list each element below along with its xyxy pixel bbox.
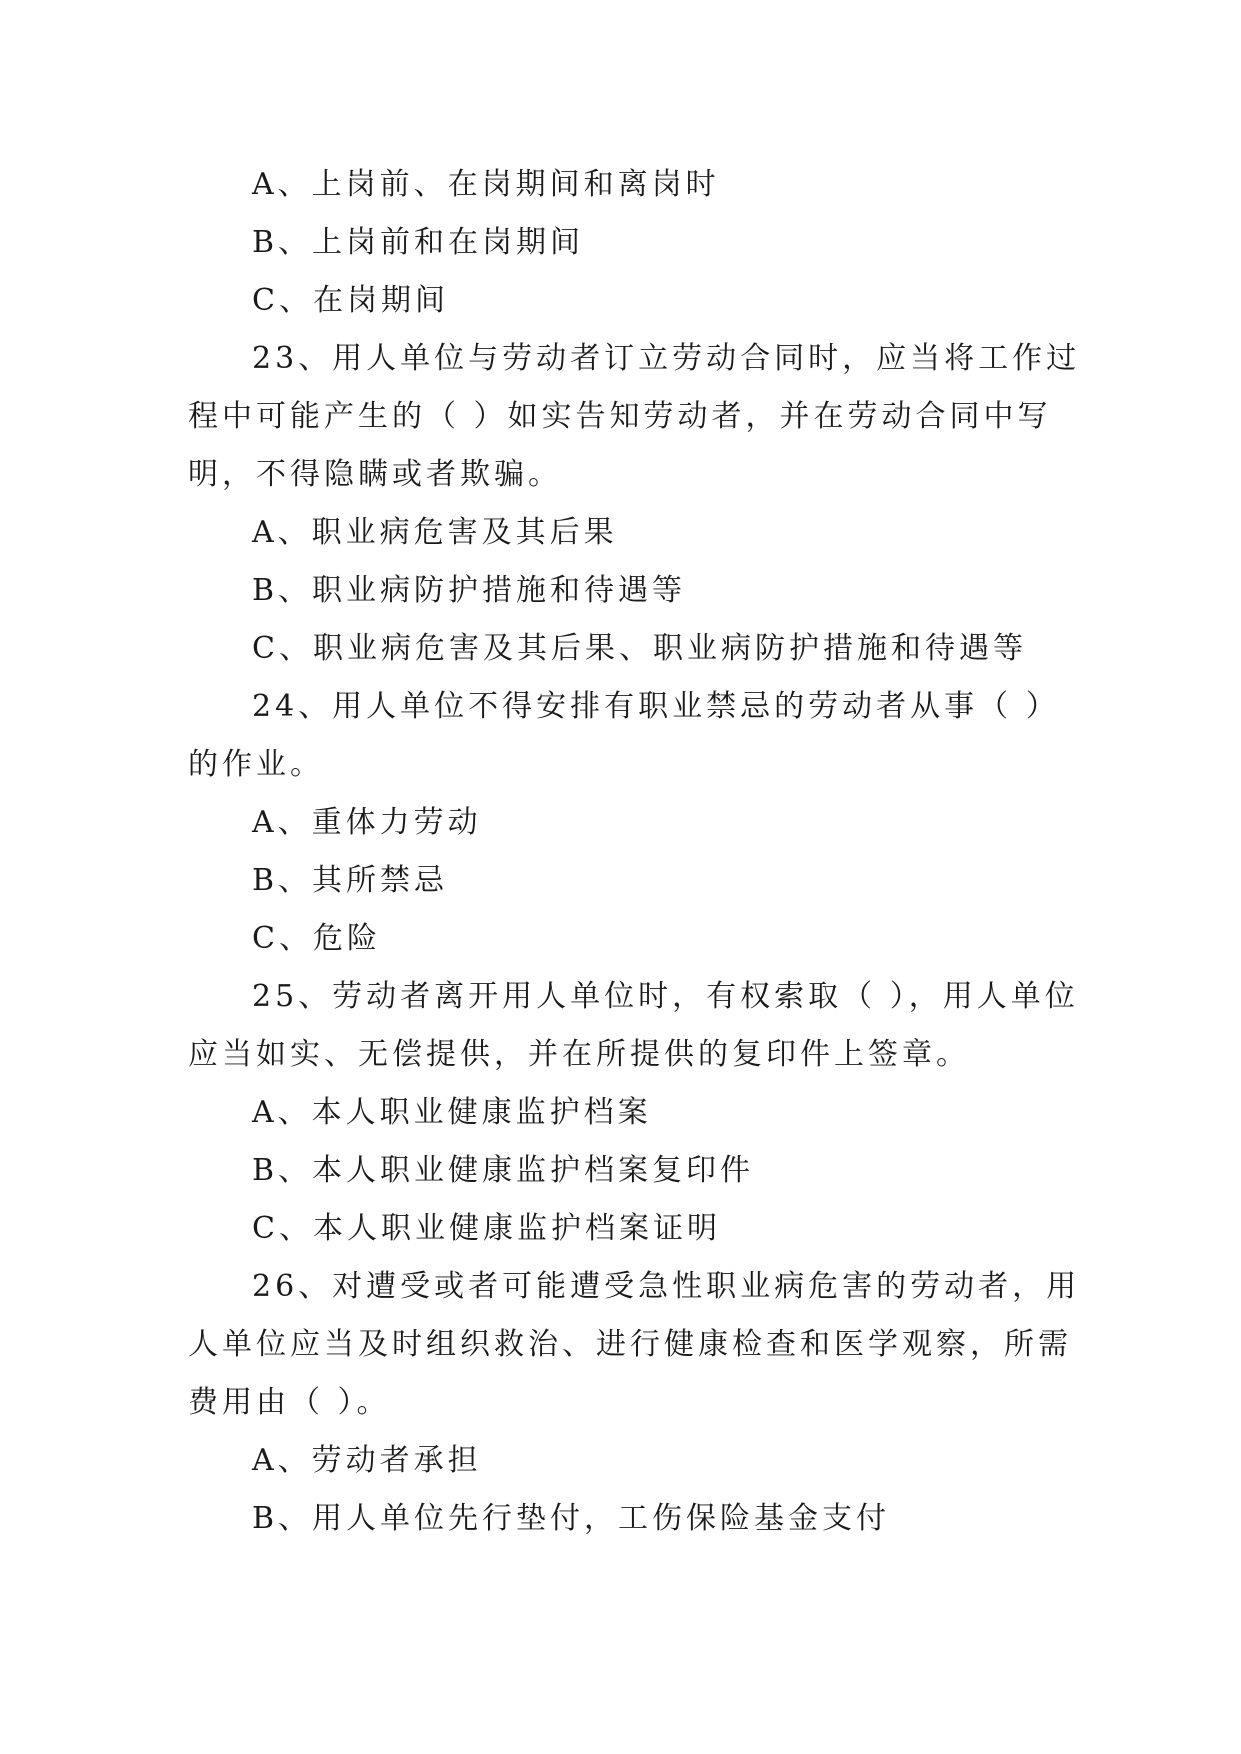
answer-option: B、其所禁忌	[252, 863, 449, 898]
answer-option: B、本人职业健康监护档案复印件	[252, 1153, 755, 1188]
answer-option: B、上岗前和在岗期间	[252, 225, 585, 260]
answer-option: C、危险	[252, 921, 381, 956]
answer-option: A、重体力劳动	[252, 805, 482, 840]
answer-option: C、在岗期间	[252, 283, 449, 318]
question-text: 24、用人单位不得安排有职业禁忌的劳动者从事（ ）	[252, 689, 1060, 724]
answer-option: C、职业病危害及其后果、职业病防护措施和待遇等	[252, 631, 1027, 666]
question-text: 26、对遭受或者可能遭受急性职业病危害的劳动者，用	[252, 1269, 1081, 1304]
answer-option: C、本人职业健康监护档案证明	[252, 1211, 721, 1246]
question-text-continued: 的作业。	[188, 747, 324, 782]
question-text-continued: 费用由（ ）。	[188, 1385, 391, 1420]
answer-option: B、用人单位先行垫付，工伤保险基金支付	[252, 1501, 891, 1536]
answer-option: B、职业病防护措施和待遇等	[252, 573, 687, 608]
answer-option: A、上岗前、在岗期间和离岗时	[252, 167, 720, 202]
question-text-continued: 应当如实、无偿提供，并在所提供的复印件上签章。	[188, 1037, 970, 1072]
question-text-continued: 程中可能产生的（ ）如实告知劳动者，并在劳动合同中写	[188, 399, 1052, 434]
answer-option: A、劳动者承担	[252, 1443, 482, 1478]
question-text: 23、用人单位与劳动者订立劳动合同时，应当将工作过	[252, 341, 1081, 376]
question-text-continued: 人单位应当及时组织救治、进行健康检查和医学观察，所需	[188, 1327, 1072, 1362]
document-body	[188, 156, 1081, 1548]
answer-option: A、职业病危害及其后果	[252, 515, 618, 550]
question-text-continued: 明，不得隐瞒或者欺骗。	[188, 457, 562, 492]
question-text: 25、劳动者离开用人单位时，有权索取（ ），用人单位	[252, 979, 1079, 1014]
answer-option: A、本人职业健康监护档案	[252, 1095, 652, 1130]
